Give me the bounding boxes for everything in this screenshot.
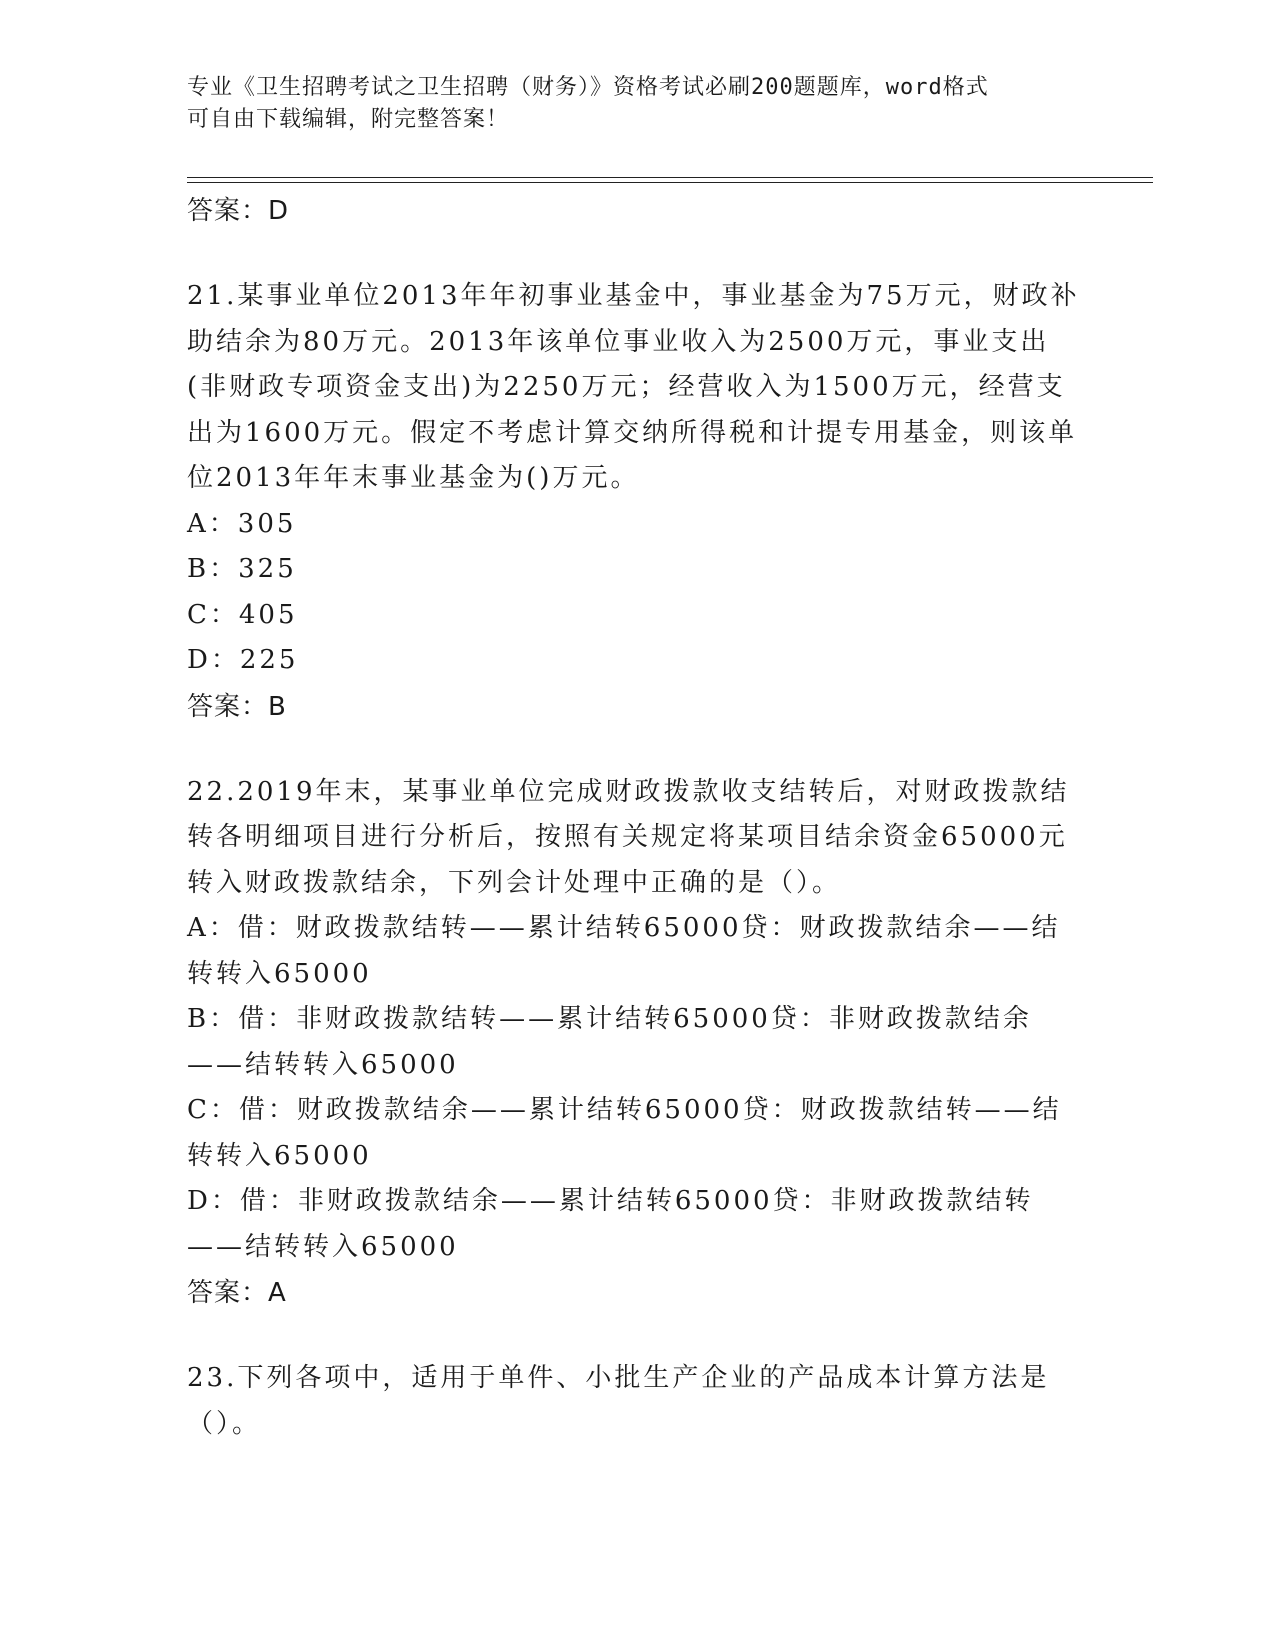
question-text: 21.某事业单位2013年年初事业基金中，事业基金为75万元，财政补助结余为80万元。2013年该单位事业收入为2500万元，事业支出(非财政专项资金支出)为2250万元；经营收入为1500万元，经营支出为1600万元。假定不考虑计算交纳所得税和计提专用基金，则该单位2013年年末事业基金为()万元。	[187, 281, 1080, 493]
question-text: 22.2019年末，某事业单位完成财政拨款收支结转后，对财政拨款结转各明细项目进行分析后，按照有关规定将某项目结余资金65000元转入财政拨款结余，下列会计处理中正确的是（）。	[187, 776, 1070, 898]
answer: 答案：A	[187, 1278, 287, 1308]
option-b: B：借：非财政拨款结转——累计结转65000贷：非财政拨款结余——结转转入65000	[187, 1004, 1032, 1080]
header-line-1: 专业《卫生招聘考试之卫生招聘（财务）》资格考试必刷200题题库，word格式	[187, 75, 989, 100]
header-rule-top	[187, 177, 1153, 178]
option-d: D：225	[187, 645, 299, 675]
answer: 答案：B	[187, 691, 287, 722]
document-header	[187, 72, 1067, 136]
option-d: D：借：非财政拨款结余——累计结转65000贷：非财政拨款结转——结转转入65000	[187, 1186, 1034, 1262]
header-rule-bottom	[187, 182, 1153, 183]
option-b: B：325	[187, 554, 297, 584]
option-c: C：405	[187, 599, 298, 630]
question-22	[187, 770, 1087, 1317]
question-21	[187, 274, 1087, 730]
option-a: A：借：财政拨款结转——累计结转65000贷：财政拨款结余——结转转入65000	[187, 913, 1061, 989]
spacer	[187, 1316, 1087, 1356]
question-23	[187, 1356, 1087, 1447]
previous-answer: 答案：D	[187, 196, 290, 226]
option-c: C：借：财政拨款结余——累计结转65000贷：财政拨款结转——结转转入65000	[187, 1095, 1062, 1171]
spacer	[187, 234, 1087, 274]
spacer	[187, 730, 1087, 770]
header-line-2: 可自由下载编辑，附完整答案！	[187, 107, 510, 132]
document-body	[187, 188, 1087, 1447]
option-a: A：305	[187, 508, 297, 539]
question-text: 23.下列各项中，适用于单件、小批生产企业的产品成本计算方法是（）。	[187, 1363, 1050, 1439]
